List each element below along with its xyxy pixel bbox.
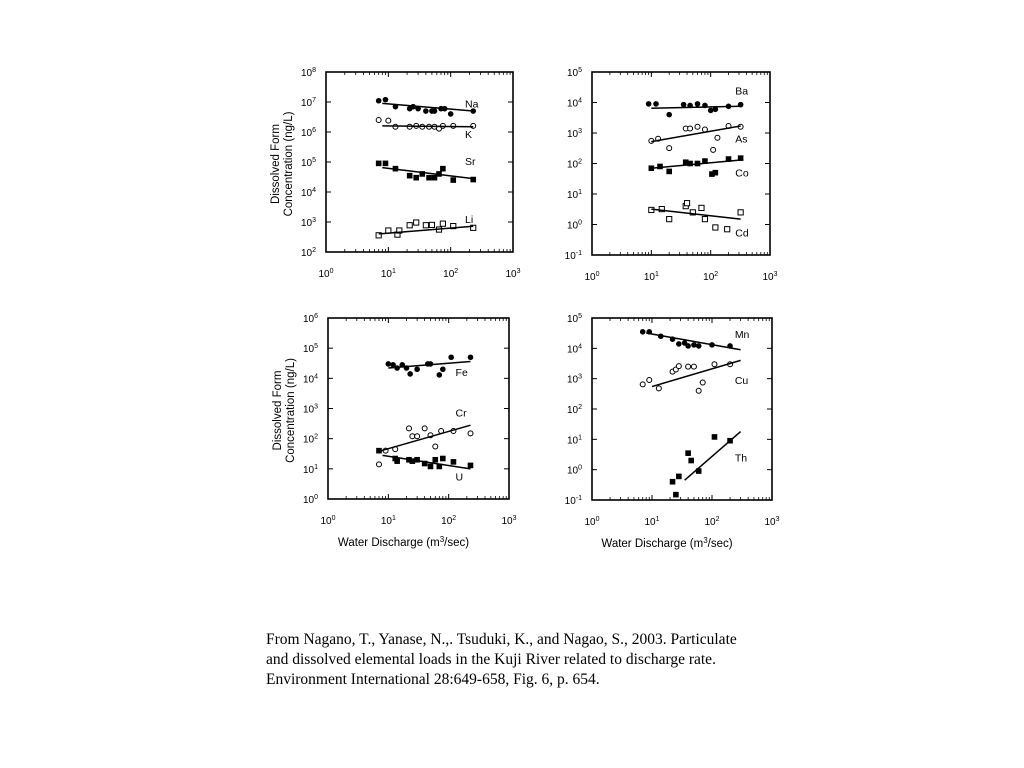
data-point <box>432 108 438 114</box>
x-tick-label: $10^1$ <box>644 516 660 528</box>
data-point <box>426 175 432 181</box>
y-tick-label: $10^6$ <box>300 127 316 139</box>
series-na <box>376 97 479 117</box>
trend-line <box>382 126 473 127</box>
data-point <box>695 101 701 107</box>
y-tick-label: $10^1$ <box>302 463 318 476</box>
y-tick-label: $10^0$ <box>566 464 582 477</box>
y-tick-label: $10^{-1}$ <box>564 250 582 262</box>
data-point <box>406 426 411 431</box>
chart-panel-bottom-left <box>272 313 517 549</box>
data-point <box>470 177 476 183</box>
data-point <box>386 361 392 367</box>
y-tick-label: $10^8$ <box>300 67 316 79</box>
data-point <box>468 431 473 436</box>
data-point <box>673 492 679 498</box>
y-tick-label: $10^3$ <box>566 373 582 386</box>
data-point <box>676 341 682 347</box>
y-tick-label: $10^4$ <box>566 343 582 356</box>
trend-line <box>652 360 741 386</box>
data-point <box>696 343 702 349</box>
x-tick-label: $10^2$ <box>704 516 720 528</box>
x-tick-label: $10^1$ <box>380 515 396 527</box>
data-point <box>468 463 474 469</box>
x-tick-label: $10^3$ <box>762 271 778 283</box>
series-th <box>670 432 747 498</box>
y-tick-label: $10^1$ <box>566 189 582 201</box>
data-point <box>695 124 700 129</box>
data-point <box>738 210 743 215</box>
y-tick-label: $10^7$ <box>300 97 316 109</box>
series-label: Sr <box>465 155 476 168</box>
series-li <box>376 214 476 238</box>
data-point <box>448 111 454 117</box>
data-point <box>448 354 454 360</box>
series-label: Na <box>465 98 479 111</box>
data-point <box>691 342 697 348</box>
data-point <box>711 147 716 152</box>
x-axis-label: Water Discharge $(m^3/\sec)$ <box>337 535 470 549</box>
series-ba <box>646 85 748 117</box>
y-tick-label: $10^2$ <box>566 158 582 171</box>
x-tick-label: $10^3$ <box>505 268 521 280</box>
data-point <box>691 364 696 369</box>
data-point <box>407 223 412 228</box>
data-point <box>708 108 714 114</box>
data-point <box>646 101 652 107</box>
data-point <box>700 380 705 385</box>
y-tick-label: $10^2$ <box>302 433 318 446</box>
y-axis-label: Dissolved FormConcentration (ng/L) <box>270 111 295 217</box>
data-point <box>386 118 391 123</box>
data-point <box>684 201 689 206</box>
caption-line-1: From Nagano, T., Yanase, N.,. Tsuduki, K., and Nagao, S., 2003. Particulate <box>266 631 737 648</box>
y-tick-label: $10^5$ <box>302 343 318 356</box>
data-point <box>450 177 456 183</box>
data-point <box>725 227 730 232</box>
data-point <box>440 366 446 372</box>
series-cu <box>640 360 748 393</box>
series-fe <box>386 354 474 379</box>
data-point <box>429 222 434 227</box>
data-point <box>666 112 672 118</box>
data-point <box>667 217 672 222</box>
caption-line-2: and dissolved elemental loads in the Kuji River related to discharge rate. <box>266 651 716 668</box>
data-point <box>666 169 672 175</box>
x-tick-label: $10^0$ <box>584 271 600 283</box>
y-axis-label: Dissolved FormConcentration (ng/L) <box>272 358 297 463</box>
data-point <box>394 458 400 464</box>
series-as <box>649 123 748 152</box>
data-point <box>376 161 382 167</box>
figure-caption <box>266 630 826 690</box>
data-point <box>471 123 476 128</box>
y-tick-label: $10^5$ <box>566 313 582 325</box>
data-point <box>712 434 718 440</box>
data-point <box>414 366 420 372</box>
y-tick-label: $10^6$ <box>302 313 318 325</box>
series-label: As <box>735 133 748 146</box>
series-label: Fe <box>455 367 468 380</box>
x-tick-label: $10^2$ <box>703 271 719 283</box>
data-point <box>440 456 446 462</box>
data-point <box>676 474 682 480</box>
data-point <box>451 459 457 465</box>
series-label: Li <box>465 214 474 227</box>
plot-frame <box>328 318 509 499</box>
data-point <box>410 434 415 439</box>
trend-line <box>651 209 740 219</box>
data-point <box>685 450 691 456</box>
data-point <box>376 448 382 454</box>
data-point <box>699 205 704 210</box>
data-point <box>376 118 381 123</box>
data-point <box>415 434 420 439</box>
series-label: Co <box>735 167 749 180</box>
x-tick-label: $10^0$ <box>320 515 336 527</box>
data-point <box>422 426 427 431</box>
data-point <box>640 329 646 335</box>
series-label: Ba <box>735 85 749 98</box>
data-point <box>713 170 719 176</box>
data-point <box>423 108 429 114</box>
data-point <box>681 102 687 108</box>
chart-panel-top-left <box>270 67 521 280</box>
x-tick-label: $10^1$ <box>643 271 659 283</box>
data-point <box>414 220 419 225</box>
y-tick-label: $10^4$ <box>300 187 316 199</box>
data-point <box>688 126 693 131</box>
data-point <box>407 371 413 377</box>
x-axis-label: Water Discharge $(m^3/\sec)$ <box>601 536 733 550</box>
data-point <box>715 135 720 140</box>
data-point <box>383 97 389 103</box>
data-point <box>440 166 446 172</box>
data-point <box>712 362 717 367</box>
data-point <box>428 464 434 470</box>
plot-frame <box>326 72 513 252</box>
series-label: Cd <box>735 227 749 240</box>
series-label: Mn <box>734 328 750 341</box>
x-tick-label: $10^0$ <box>584 516 600 528</box>
data-point <box>657 164 663 170</box>
x-tick-label: $10^2$ <box>443 268 459 280</box>
series-label: K <box>465 129 473 142</box>
data-point <box>667 146 672 151</box>
data-point <box>432 457 438 463</box>
data-point <box>407 173 413 179</box>
data-point <box>685 343 691 349</box>
y-tick-label: $10^4$ <box>566 97 582 110</box>
data-point <box>656 386 661 391</box>
x-tick-label: $10^3$ <box>501 515 517 527</box>
data-point <box>676 364 681 369</box>
data-point <box>670 479 676 485</box>
series-co <box>649 155 749 179</box>
data-point <box>468 354 474 360</box>
x-tick-label: $10^0$ <box>318 268 334 280</box>
data-point <box>647 378 652 383</box>
y-tick-label: $10^4$ <box>302 373 318 386</box>
data-point <box>376 98 382 104</box>
y-tick-label: $10^0$ <box>566 219 582 232</box>
data-point <box>702 217 707 222</box>
data-point <box>433 444 438 449</box>
data-point <box>696 388 701 393</box>
data-point <box>437 372 443 378</box>
y-tick-label: $10^5$ <box>300 157 316 169</box>
data-point <box>440 221 445 226</box>
caption-line-3: Environment International 28:649-658, Fig. 6, p. 654. <box>266 671 600 688</box>
y-tick-label: $10^3$ <box>302 403 318 416</box>
y-tick-label: $10^3$ <box>300 217 316 229</box>
series-sr <box>376 156 476 183</box>
data-point <box>383 161 389 167</box>
y-tick-label: $10^0$ <box>302 494 318 506</box>
series-label: Th <box>734 452 748 465</box>
data-point <box>688 458 694 464</box>
data-point <box>653 101 659 107</box>
y-tick-label: $10^1$ <box>566 434 582 447</box>
data-point <box>713 225 718 230</box>
data-point <box>376 462 381 467</box>
series-label: Cr <box>455 407 467 420</box>
series-u <box>376 448 473 484</box>
series-cd <box>649 201 749 240</box>
y-tick-label: $10^3$ <box>566 128 582 140</box>
series-label: U <box>455 471 464 484</box>
x-tick-label: $10^2$ <box>441 515 457 527</box>
chart-panel-bottom-right <box>565 313 780 550</box>
y-tick-label: $10^5$ <box>566 67 582 79</box>
x-tick-label: $10^3$ <box>764 516 780 528</box>
data-point <box>686 364 691 369</box>
series-mn <box>640 329 750 350</box>
y-tick-label: $10^{-1}$ <box>564 495 582 507</box>
chart-panel-top-right <box>565 67 778 283</box>
x-tick-label: $10^1$ <box>380 268 396 280</box>
data-point <box>413 175 419 181</box>
plot-frame <box>592 318 772 500</box>
y-tick-label: $10^2$ <box>566 404 582 416</box>
series-k <box>376 118 476 142</box>
series-cr <box>376 407 473 467</box>
data-point <box>423 223 428 228</box>
data-point <box>640 382 645 387</box>
series-label: Cu <box>734 375 749 388</box>
y-tick-label: $10^2$ <box>300 247 316 259</box>
